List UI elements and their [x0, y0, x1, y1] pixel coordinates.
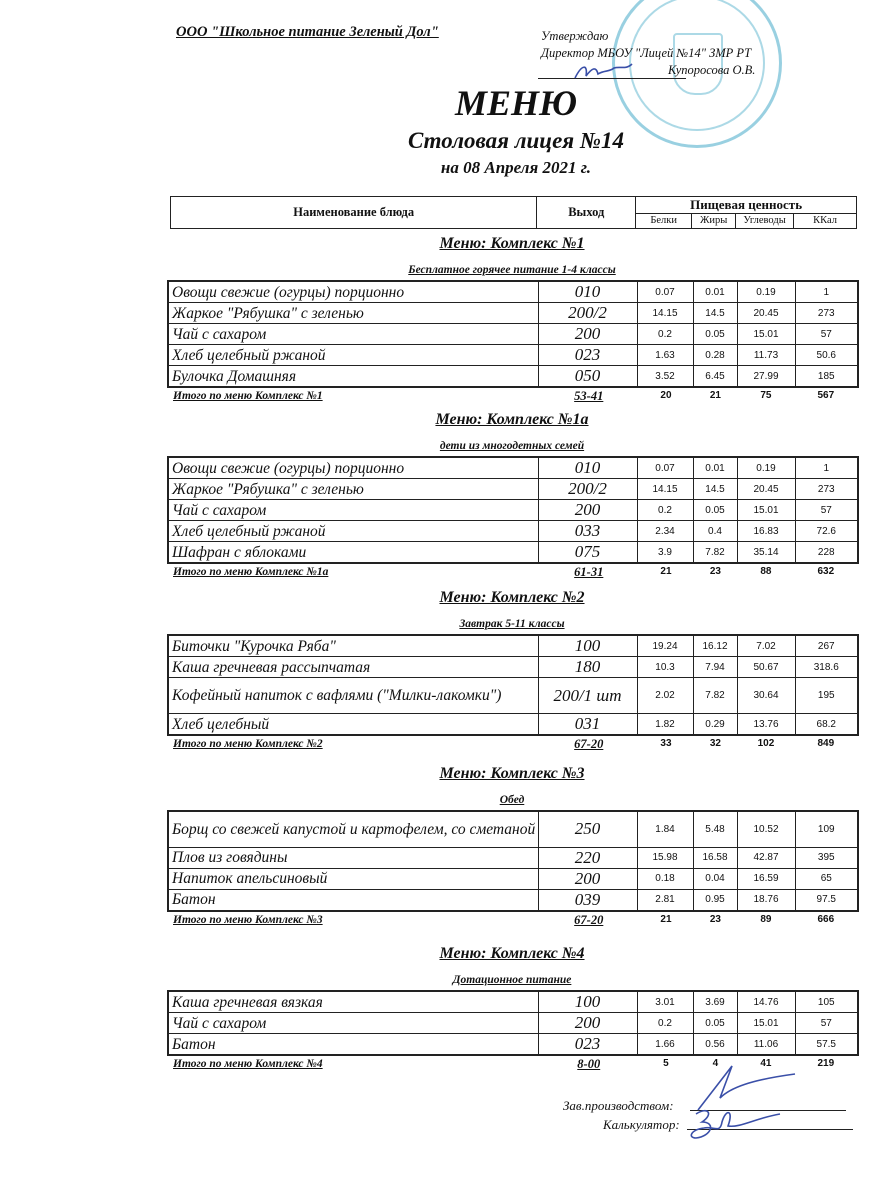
total-label — [167, 564, 539, 582]
dish-output: 200 — [538, 324, 637, 345]
dish-name: Борщ со свежей капустой и картофелем, со сметаной — [168, 811, 538, 847]
dish-output: 010 — [538, 281, 637, 303]
approval-line-1: Утверждаю — [541, 29, 609, 43]
table-row — [168, 678, 858, 714]
total-price — [539, 736, 638, 754]
total-kcal: 849 — [817, 738, 835, 749]
dish-kcal: 57 — [795, 1013, 858, 1034]
dish-carbs: 27.99 — [737, 366, 795, 388]
dish-output: 033 — [538, 521, 637, 542]
total-label-text: Итого по меню Комплекс №4 — [173, 1058, 323, 1070]
dish-table — [167, 990, 859, 1056]
section-title-text: Меню: Комплекс №1а — [435, 411, 589, 428]
dish-output: 200 — [538, 500, 637, 521]
dish-name: Батон — [168, 1034, 538, 1056]
table-row — [168, 500, 858, 521]
dish-protein: 1.82 — [637, 714, 693, 736]
dish-table — [167, 634, 859, 736]
dish-kcal: 1 — [795, 281, 858, 303]
dish-carbs: 0.19 — [737, 457, 795, 479]
dish-fat: 0.95 — [693, 889, 737, 911]
dish-fat: 7.82 — [693, 542, 737, 564]
calculator-signature-icon — [684, 1104, 794, 1144]
column-output: Выход — [537, 197, 636, 229]
dish-protein: 0.2 — [637, 1013, 693, 1034]
total-price — [539, 564, 638, 582]
total-price-text: 8-00 — [577, 1057, 601, 1071]
table-row — [168, 657, 858, 678]
dish-kcal: 65 — [795, 868, 858, 889]
total-carbs: 75 — [760, 390, 772, 401]
dish-carbs: 20.45 — [737, 479, 795, 500]
table-row — [168, 345, 858, 366]
total-protein: 5 — [663, 1058, 669, 1069]
table-row — [168, 303, 858, 324]
total-fat: 21 — [709, 390, 721, 401]
dish-protein: 19.24 — [637, 635, 693, 657]
total-carbs: 41 — [760, 1058, 772, 1069]
dish-protein: 3.9 — [637, 542, 693, 564]
dish-name: Жаркое "Рябушка" с зеленью — [168, 479, 538, 500]
dish-name: Батон — [168, 889, 538, 911]
table-row — [168, 281, 858, 303]
dish-kcal: 318.6 — [795, 657, 858, 678]
dish-kcal: 72.6 — [795, 521, 858, 542]
dish-name: Чай с сахаром — [168, 1013, 538, 1034]
total-protein: 20 — [660, 390, 672, 401]
total-kcal: 567 — [817, 390, 835, 401]
menu-section — [167, 408, 857, 582]
dish-protein: 0.07 — [637, 281, 693, 303]
dish-output: 010 — [538, 457, 637, 479]
section-subtitle-text: Бесплатное горячее питание 1-4 классы — [408, 264, 616, 276]
dish-carbs: 0.19 — [737, 281, 795, 303]
page-title: МЕНЮ — [454, 83, 578, 123]
dish-kcal: 105 — [795, 991, 858, 1013]
dish-kcal: 1 — [795, 457, 858, 479]
dish-name: Напиток апельсиновый — [168, 868, 538, 889]
dish-carbs: 14.76 — [737, 991, 795, 1013]
dish-fat: 0.04 — [693, 868, 737, 889]
total-price-text: 61-31 — [574, 565, 604, 579]
table-row — [168, 542, 858, 564]
approval-director-name: Купоросова О.В. — [668, 63, 756, 77]
dish-name: Биточки "Курочка Ряба" — [168, 635, 538, 657]
menu-section — [167, 586, 857, 754]
dish-output: 200 — [538, 1013, 637, 1034]
column-kcal: ККал — [794, 214, 857, 229]
table-row — [168, 847, 858, 868]
total-carbs: 89 — [760, 913, 772, 925]
dish-name: Чай с сахаром — [168, 500, 538, 521]
dish-name: Каша гречневая рассыпчатая — [168, 657, 538, 678]
dish-protein: 1.63 — [637, 345, 693, 366]
menu-section — [167, 762, 857, 930]
dish-table — [167, 456, 859, 564]
dish-fat: 5.48 — [693, 811, 737, 847]
section-title — [167, 232, 857, 256]
dish-fat: 7.82 — [693, 678, 737, 714]
total-kcal: 219 — [817, 1058, 835, 1069]
section-subtitle — [167, 260, 857, 280]
table-row — [168, 1034, 858, 1056]
dish-carbs: 16.59 — [737, 868, 795, 889]
section-title-text: Меню: Комплекс №4 — [439, 945, 585, 962]
table-row — [168, 714, 858, 736]
total-label — [167, 736, 539, 754]
section-title-text: Меню: Комплекс №3 — [439, 765, 585, 782]
section-subtitle — [167, 790, 857, 810]
section-subtitle — [167, 970, 857, 990]
dish-fat: 0.29 — [693, 714, 737, 736]
table-row — [168, 811, 858, 847]
section-subtitle-text: Завтрак 5-11 классы — [459, 618, 565, 630]
total-carbs: 102 — [757, 738, 775, 749]
menu-section — [167, 232, 857, 406]
dish-fat: 0.28 — [693, 345, 737, 366]
dish-kcal: 228 — [795, 542, 858, 564]
total-fat: 4 — [712, 1058, 719, 1069]
menu-section — [167, 942, 857, 1074]
total-carbs: 88 — [760, 566, 772, 577]
dish-protein: 3.52 — [637, 366, 693, 388]
dish-protein: 0.07 — [637, 457, 693, 479]
total-price — [539, 388, 638, 406]
dish-kcal: 267 — [795, 635, 858, 657]
dish-output: 023 — [538, 345, 637, 366]
calculator-label: Калькулятор: — [603, 1117, 680, 1132]
organization-name: ООО "Школьное питание Зеленый Дол" — [176, 24, 439, 40]
dish-output: 100 — [538, 991, 637, 1013]
column-header-table — [170, 196, 857, 229]
dish-output: 200/2 — [538, 303, 637, 324]
table-row — [168, 521, 858, 542]
dish-output: 075 — [538, 542, 637, 564]
dish-kcal: 97.5 — [795, 889, 858, 911]
dish-kcal: 50.6 — [795, 345, 858, 366]
dish-fat: 16.12 — [693, 635, 737, 657]
dish-kcal: 57 — [795, 324, 858, 345]
section-title — [167, 762, 857, 786]
total-price-text: 53-41 — [574, 389, 604, 403]
dish-carbs: 10.52 — [737, 811, 795, 847]
total-label-text: Итого по меню Комплекс №3 — [173, 913, 323, 926]
dish-carbs: 18.76 — [737, 889, 795, 911]
dish-protein: 14.15 — [637, 303, 693, 324]
dish-name: Жаркое "Рябушка" с зеленью — [168, 303, 538, 324]
table-row — [168, 457, 858, 479]
dish-fat: 0.05 — [693, 324, 737, 345]
dish-output: 180 — [538, 657, 637, 678]
section-title-text: Меню: Комплекс №1 — [439, 235, 585, 252]
dish-carbs: 13.76 — [737, 714, 795, 736]
dish-output: 220 — [538, 847, 637, 868]
dish-carbs: 7.02 — [737, 635, 795, 657]
total-fat: 23 — [709, 566, 721, 577]
dish-table — [167, 810, 859, 912]
dish-carbs: 50.67 — [737, 657, 795, 678]
dish-protein: 0.2 — [637, 324, 693, 345]
total-fat: 32 — [709, 738, 721, 749]
dish-name: Хлеб целебный — [168, 714, 538, 736]
total-price — [539, 912, 638, 930]
section-subtitle-text: дети из многодетных семей — [439, 440, 585, 452]
dish-protein: 14.15 — [637, 479, 693, 500]
section-title-text: Меню: Комплекс №2 — [439, 589, 585, 606]
column-nutrition: Пищевая ценность — [636, 197, 857, 214]
dish-output: 031 — [538, 714, 637, 736]
dish-protein: 0.2 — [637, 500, 693, 521]
dish-kcal: 57 — [795, 500, 858, 521]
table-row — [168, 635, 858, 657]
dish-carbs: 35.14 — [737, 542, 795, 564]
dish-protein: 2.34 — [637, 521, 693, 542]
dish-kcal: 185 — [795, 366, 858, 388]
dish-protein: 3.01 — [637, 991, 693, 1013]
dish-fat: 0.01 — [693, 281, 737, 303]
dish-protein: 2.81 — [637, 889, 693, 911]
dish-name: Чай с сахаром — [168, 324, 538, 345]
total-label — [167, 912, 539, 930]
dish-fat: 16.58 — [693, 847, 737, 868]
total-protein: 21 — [660, 913, 672, 925]
dish-kcal: 273 — [795, 303, 858, 324]
dish-carbs: 15.01 — [737, 324, 795, 345]
total-protein: 21 — [660, 566, 672, 577]
total-label-text: Итого по меню Комплекс №1 — [173, 390, 323, 402]
column-fat: Жиры — [692, 214, 736, 229]
dish-kcal: 57.5 — [795, 1034, 858, 1056]
dish-protein: 15.98 — [637, 847, 693, 868]
table-row — [168, 479, 858, 500]
section-total-row — [167, 912, 857, 930]
dish-carbs: 15.01 — [737, 1013, 795, 1034]
dish-name: Плов из говядины — [168, 847, 538, 868]
dish-protein: 10.3 — [637, 657, 693, 678]
total-label-text: Итого по меню Комплекс №2 — [173, 738, 323, 750]
column-carbs: Углеводы — [736, 214, 794, 229]
table-row — [168, 991, 858, 1013]
section-title — [167, 586, 857, 610]
dish-kcal: 109 — [795, 811, 858, 847]
total-kcal: 632 — [817, 566, 835, 577]
dish-kcal: 273 — [795, 479, 858, 500]
dish-fat: 3.69 — [693, 991, 737, 1013]
dish-output: 250 — [538, 811, 637, 847]
menu-date: на 08 Апреля 2021 г. — [440, 158, 592, 177]
table-row — [168, 1013, 858, 1034]
dish-kcal: 395 — [795, 847, 858, 868]
dish-kcal: 68.2 — [795, 714, 858, 736]
section-title — [167, 408, 857, 432]
total-kcal: 666 — [817, 913, 835, 925]
section-total-row — [167, 736, 857, 754]
dish-carbs: 11.73 — [737, 345, 795, 366]
dish-output: 039 — [538, 889, 637, 911]
dish-name: Хлеб целебный ржаной — [168, 345, 538, 366]
dish-fat: 0.4 — [693, 521, 737, 542]
dish-output: 050 — [538, 366, 637, 388]
section-subtitle — [167, 614, 857, 634]
dish-fat: 0.56 — [693, 1034, 737, 1056]
total-label-text: Итого по меню Комплекс №1а — [173, 566, 329, 578]
dish-fat: 6.45 — [693, 366, 737, 388]
dish-carbs: 20.45 — [737, 303, 795, 324]
approval-line-2: Директор МБОУ "Лицей №14" ЗМР РТ — [541, 46, 752, 60]
table-row — [168, 366, 858, 388]
dish-protein: 0.18 — [637, 868, 693, 889]
total-price — [539, 1056, 638, 1074]
section-total-row — [167, 564, 857, 582]
dish-output: 100 — [538, 635, 637, 657]
dish-fat: 14.5 — [693, 479, 737, 500]
dish-fat: 0.05 — [693, 1013, 737, 1034]
section-subtitle-text: Обед — [499, 794, 525, 806]
dish-carbs: 42.87 — [737, 847, 795, 868]
table-row — [168, 868, 858, 889]
dish-carbs: 11.06 — [737, 1034, 795, 1056]
section-title — [167, 942, 857, 966]
section-subtitle-text: Дотационное питание — [452, 974, 572, 986]
dish-name: Хлеб целебный ржаной — [168, 521, 538, 542]
dish-name: Кофейный напиток с вафлями ("Милки-лакомки") — [168, 678, 538, 714]
dish-output: 200/2 — [538, 479, 637, 500]
total-price-text: 67-20 — [574, 737, 604, 751]
dish-fat: 0.05 — [693, 500, 737, 521]
dish-fat: 14.5 — [693, 303, 737, 324]
dish-protein: 1.84 — [637, 811, 693, 847]
table-row — [168, 889, 858, 911]
section-subtitle — [167, 436, 857, 456]
page-subtitle: Столовая лицея №14 — [408, 128, 624, 153]
dish-name: Булочка Домашняя — [168, 366, 538, 388]
dish-kcal: 195 — [795, 678, 858, 714]
dish-carbs: 30.64 — [737, 678, 795, 714]
total-price-text: 67-20 — [574, 912, 604, 927]
dish-output: 200 — [538, 868, 637, 889]
dish-fat: 7.94 — [693, 657, 737, 678]
dish-name: Овощи свежие (огурцы) порционно — [168, 457, 538, 479]
dish-protein: 2.02 — [637, 678, 693, 714]
dish-output: 200/1 шт — [538, 678, 637, 714]
dish-name: Каша гречневая вязкая — [168, 991, 538, 1013]
dish-carbs: 15.01 — [737, 500, 795, 521]
column-protein: Белки — [636, 214, 692, 229]
total-protein: 33 — [660, 738, 672, 749]
dish-name: Овощи свежие (огурцы) порционно — [168, 281, 538, 303]
dish-carbs: 16.83 — [737, 521, 795, 542]
section-total-row — [167, 388, 857, 406]
dish-name: Шафран с яблоками — [168, 542, 538, 564]
total-label — [167, 388, 539, 406]
dish-protein: 1.66 — [637, 1034, 693, 1056]
dish-output: 023 — [538, 1034, 637, 1056]
column-dish: Наименование блюда — [171, 197, 537, 229]
production-head-label: Зав.производством: — [563, 1098, 674, 1113]
dish-fat: 0.01 — [693, 457, 737, 479]
total-label — [167, 1056, 539, 1074]
dish-table — [167, 280, 859, 388]
total-fat: 23 — [709, 913, 721, 925]
table-row — [168, 324, 858, 345]
